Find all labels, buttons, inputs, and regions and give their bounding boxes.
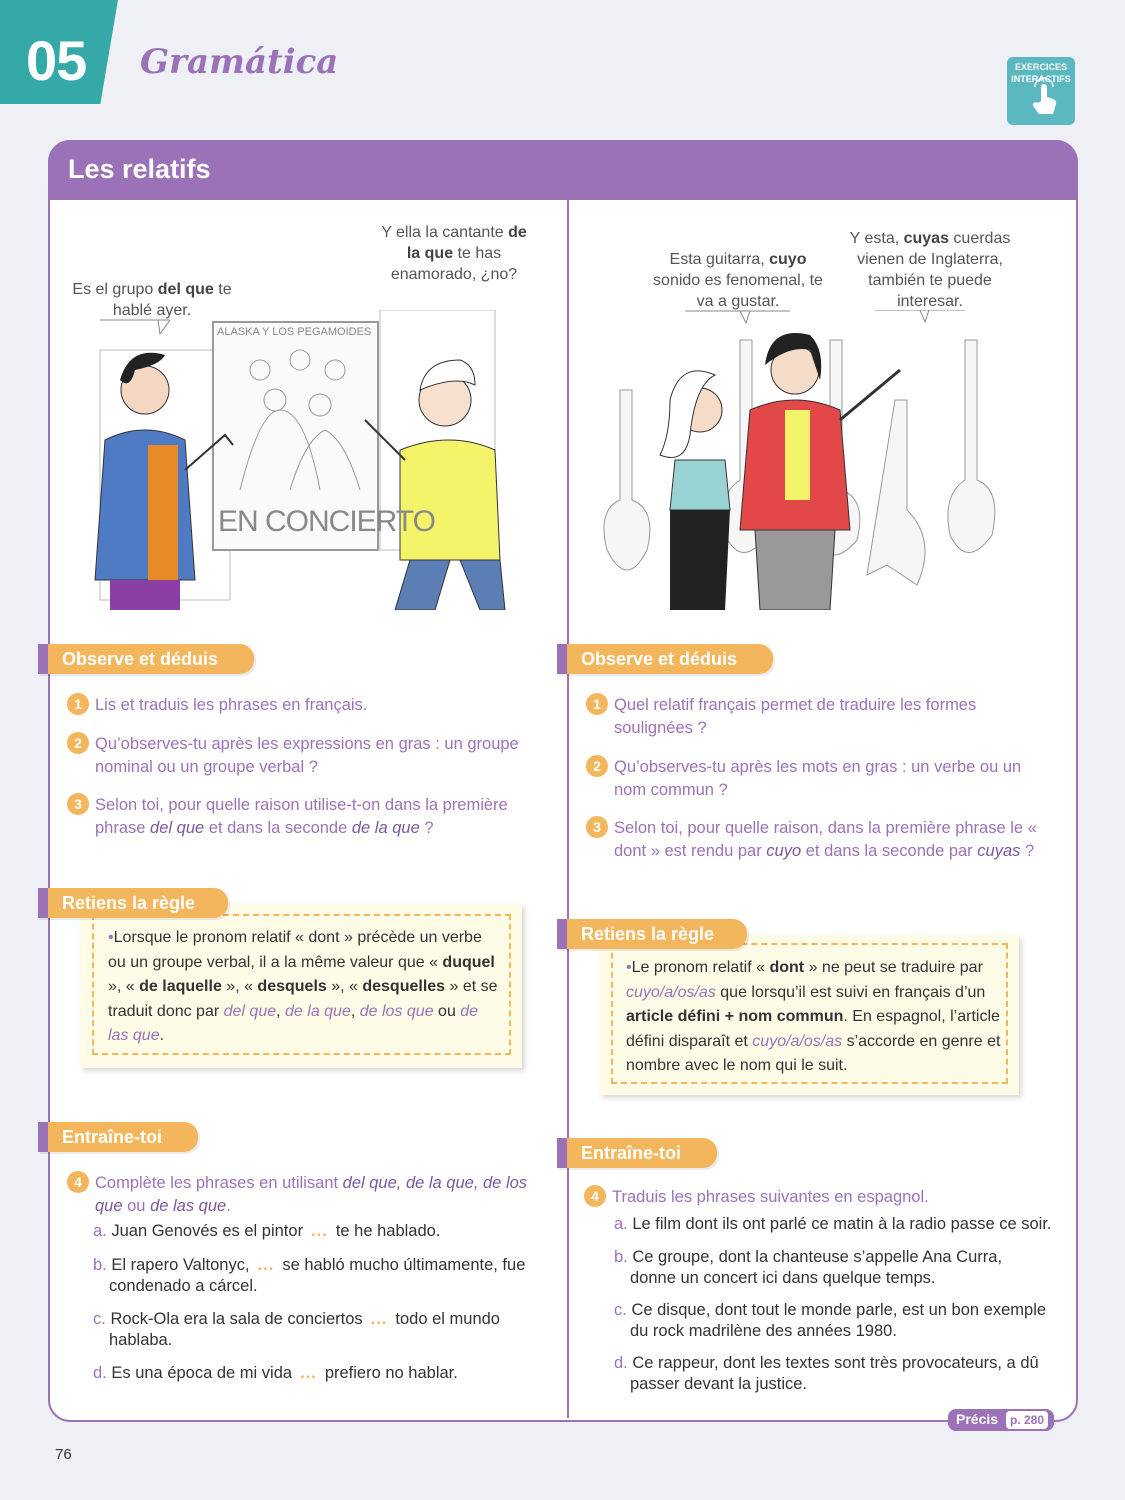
number-badge: 2	[586, 755, 608, 777]
blank-dots: ...	[300, 1364, 317, 1382]
exercise-left-item-d: d. Es una época de mi vida ... prefiero no hablar.	[93, 1364, 458, 1382]
train-ribbon-right: Entraîne-toi	[557, 1138, 717, 1168]
exercise-right-item-b: b. Ce groupe, dont la chanteuse s’appelle Ana Curra, donne un concert ici dans quelque temps.	[614, 1248, 1003, 1287]
observe-ribbon-left: Observe et déduis	[38, 644, 254, 674]
exercise-right-item-d: d. Ce rappeur, dont les textes sont très provocateurs, a dû passer devant la justice.	[614, 1354, 1039, 1393]
rule-ribbon-right: Retiens la règle	[557, 919, 747, 949]
speech-bubble-left-1: Es el grupo del que te hablé ayer.	[72, 281, 232, 319]
chapter-number: 05	[26, 29, 87, 92]
speech-bubble-right-2: Y esta, cuyas cuerdas vienen de Inglaterra, también te puede interesar.	[849, 230, 1011, 310]
observe-ribbon-right: Observe et déduis	[557, 644, 773, 674]
rule-ribbon-left: Retiens la règle	[38, 888, 228, 918]
precis-label: Précis	[956, 1411, 999, 1427]
interactive-label: EXERCICES INTERACTIFS	[1011, 62, 1071, 84]
card-title: Les relatifs	[68, 154, 211, 184]
question-left-2: 2 Qu’observes-tu après les expressions en gras : un groupe nominal ou un groupe verbal ?	[95, 733, 535, 779]
number-badge: 3	[586, 816, 608, 838]
column-divider	[567, 200, 569, 1418]
exercise-right-item-a: a. Le film dont ils ont parlé ce matin à la radio passe ce soir.	[614, 1215, 1052, 1233]
rule-text-left: •Lorsque le pronom relatif « dont » précède un verbe ou un groupe verbal, il a la même valeur que « duquel », « de laquelle », « desquels », « desquelles » et se traduit donc par del que, de la que, de los que ou de las que.	[108, 929, 498, 1044]
question-left-1: 1 Lis et traduis les phrases en français.	[95, 694, 535, 717]
exercise-right-item-c: c. Ce disque, dont tout le monde parle, est un bon exemple du rock madrilène des années 1980.	[614, 1301, 1047, 1340]
number-badge: 4	[584, 1185, 606, 1207]
poster-band-name: ALASKA Y LOS PEGAMOIDES	[217, 326, 372, 338]
blank-dots: ...	[311, 1222, 328, 1240]
train-ribbon-left: Entraîne-toi	[38, 1122, 198, 1152]
blank-dots: ...	[257, 1256, 275, 1274]
rule-text-right: •Le pronom relatif « dont » ne peut se traduire par cuyo/a/os/as que lorsqu’il est suivi en français d’un article défini + nom commun. En espagnol, l’article défini disparaît et cuyo/a/os/as s’accorde en genre et nombre avec le nom qui le suit.	[626, 959, 1001, 1074]
exercise-left-instruction: 4 Complète les phrases en utilisant del que, de la que, de los que ou de las que.	[95, 1172, 535, 1218]
question-right-2: 2 Qu’observes-tu après les mots en gras : un verbe ou un nom commun ?	[614, 756, 1044, 802]
guitar-shop-illustration	[590, 310, 1030, 610]
precis-page: p. 280	[1006, 1411, 1048, 1429]
speech-bubble-left-2: Y ella la cantante de la que te has enamorado, ¿no?	[381, 224, 527, 283]
page-number: 76	[55, 1446, 72, 1463]
section-title: Gramática	[140, 42, 339, 82]
number-badge: 4	[67, 1171, 89, 1193]
number-badge: 1	[586, 693, 608, 715]
speech-bubble-right-1: Esta guitarra, cuyo sonido es fenomenal, te va a gustar.	[653, 251, 823, 310]
exercise-left-item-b: b. El rapero Valtonyc, ... se habló mucho últimamente, fue condenado a cárcel.	[93, 1256, 526, 1295]
question-left-3: 3 Selon toi, pour quelle raison utilise-t-on dans la première phrase del que et dans la seconde de la que ?	[95, 794, 535, 840]
poster-concert-title: EN CONCIERTO	[218, 505, 435, 538]
concert-poster-illustration	[70, 310, 550, 610]
exercise-right-instruction: 4 Traduis les phrases suivantes en espagnol.	[612, 1186, 1042, 1209]
number-badge: 1	[67, 693, 89, 715]
number-badge: 3	[67, 793, 89, 815]
exercise-left-item-a: a. Juan Genovés es el pintor ... te he hablado.	[93, 1222, 441, 1240]
exercise-left-item-c: c. Rock-Ola era la sala de conciertos ... todo el mundo hablaba.	[93, 1310, 500, 1349]
blank-dots: ...	[370, 1310, 388, 1328]
question-right-3: 3 Selon toi, pour quelle raison, dans la première phrase le « dont » est rendu par cuyo et dans la seconde par cuyas ?	[614, 817, 1044, 863]
number-badge: 2	[67, 732, 89, 754]
question-right-1: 1 Quel relatif français permet de traduire les formes soulignées ?	[614, 694, 1044, 740]
